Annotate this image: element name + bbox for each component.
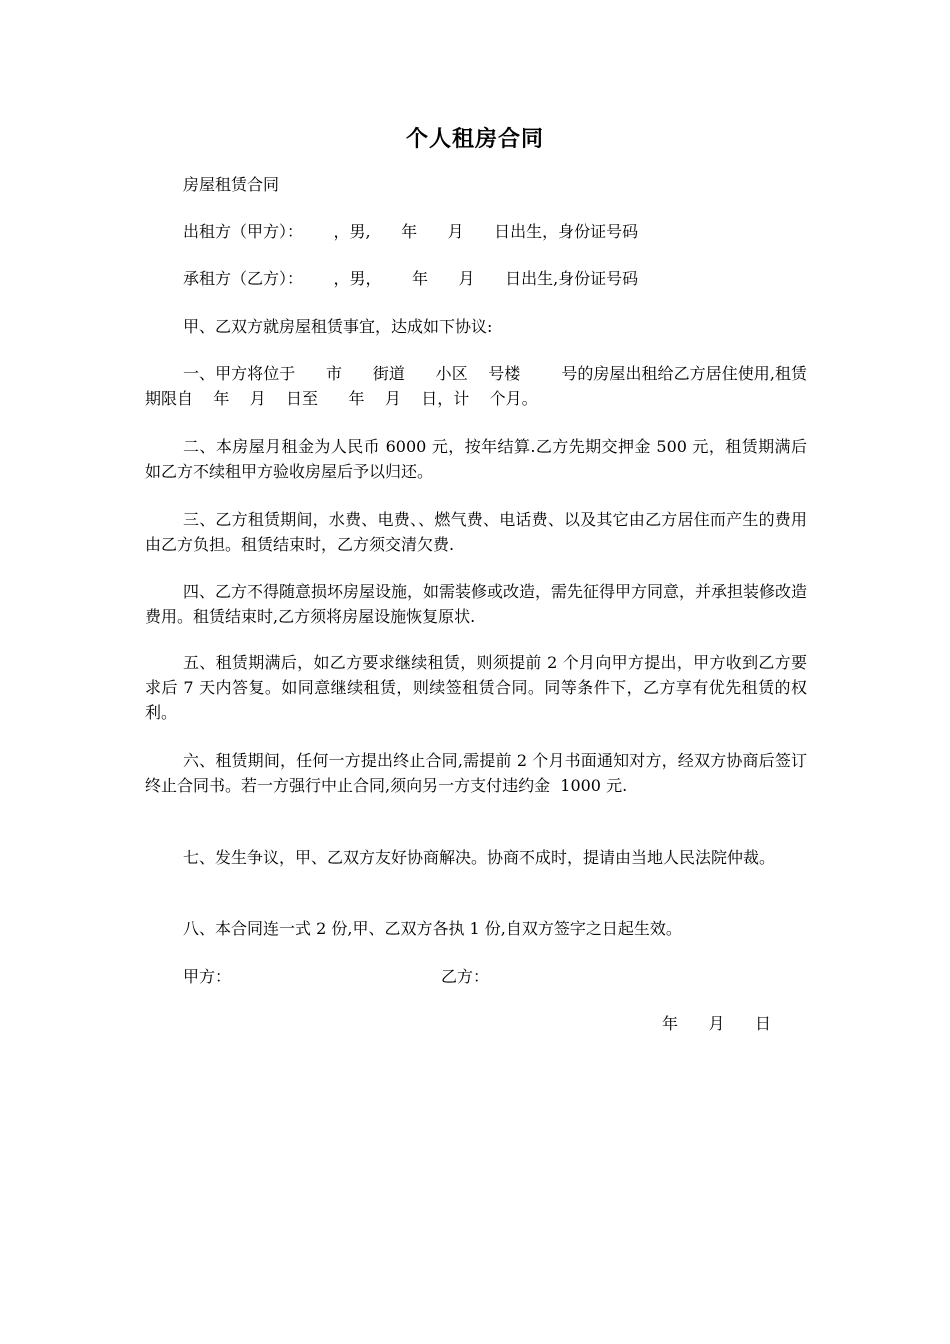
clause-1: 一、甲方将位于 市 街道 小区 号楼 号的房屋出租给乙方居住使用,租赁期限自 年 月 日至 年 月 日，计 个月。 bbox=[145, 364, 807, 408]
signature-date: 年 月 日 bbox=[662, 1014, 772, 1033]
paragraph-lessee: 承租方（乙方）： ，男， 年 月 日出生,身份证号码 bbox=[183, 269, 639, 288]
clause-4: 四、乙方不得随意损坏房屋设施，如需装修或改造，需先征得甲方同意，并承担装修改造费用。租赁结束时,乙方须将房屋设施恢复原状. bbox=[145, 582, 808, 626]
clause-6: 六、租赁期间，任何一方提出终止合同,需提前 2 个月书面通知对方，经双方协商后签订终止合同书。若一方强行中止合同,须向另一方支付违约金 1000 元. bbox=[145, 751, 807, 795]
paragraph-intro: 甲、乙双方就房屋租赁事宜，达成如下协议: bbox=[183, 317, 493, 336]
signature-party-a: 甲方： bbox=[183, 967, 232, 986]
paragraph-lessor: 出租方（甲方）： ，男, 年 月 日出生，身份证号码 bbox=[183, 222, 639, 241]
clause-2: 二、本房屋月租金为人民币 6000 元，按年结算.乙方先期交押金 500 元，租赁期满后如乙方不续租甲方验收房屋后予以归还。 bbox=[145, 437, 807, 481]
signature-party-b: 乙方： bbox=[441, 967, 490, 986]
clause-5: 五、租赁期满后，如乙方要求继续租赁，则须提前 2 个月向甲方提出，甲方收到乙方要求后 7 天内答复。如同意继续租赁，则续签租赁合同。同等条件下，乙方享有优先租赁的权利。 bbox=[145, 653, 807, 722]
document-title: 个人租房合同 bbox=[405, 126, 544, 152]
clause-3: 三、乙方租赁期间，水费、电费、、燃气费、电话费、以及其它由乙方居住而产生的费用由乙方负担。租赁结束时，乙方须交清欠费. bbox=[145, 510, 807, 554]
paragraph-heading: 房屋租赁合同 bbox=[183, 175, 280, 194]
clause-7: 七、发生争议，甲、乙双方友好协商解决。协商不成时，提请由当地人民法院仲裁。 bbox=[183, 848, 776, 867]
clause-8: 八、本合同连一式 2 份,甲、乙双方各执 1 份,自双方签字之日起生效。 bbox=[183, 919, 682, 938]
